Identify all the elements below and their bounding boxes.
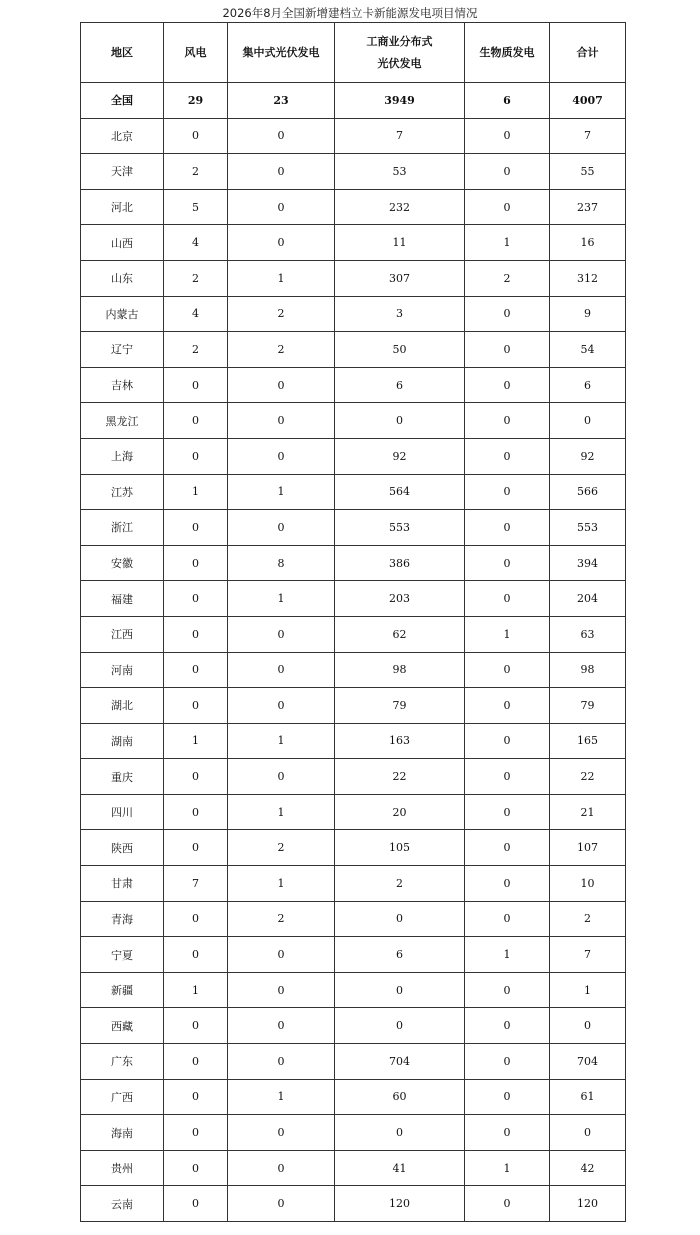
cell-distributed-pv: 0 bbox=[335, 901, 465, 937]
cell-total: 10 bbox=[550, 866, 626, 902]
table-row bbox=[81, 260, 626, 296]
cell-distributed-pv: 11 bbox=[335, 225, 465, 261]
cell-total: 566 bbox=[550, 474, 626, 510]
table-row bbox=[81, 1115, 626, 1151]
cell-total: 22 bbox=[550, 759, 626, 795]
cell-biomass: 0 bbox=[465, 367, 550, 403]
table-row bbox=[81, 1150, 626, 1186]
cell-biomass: 0 bbox=[465, 189, 550, 225]
cell-biomass: 0 bbox=[465, 1186, 550, 1222]
cell-biomass: 0 bbox=[465, 688, 550, 724]
cell-region: 山西 bbox=[81, 225, 164, 261]
cell-wind: 0 bbox=[164, 1150, 228, 1186]
table-row bbox=[81, 154, 626, 190]
cell-wind: 0 bbox=[164, 794, 228, 830]
table-row-national bbox=[81, 83, 626, 119]
cell-centralized-pv: 0 bbox=[228, 118, 335, 154]
cell-centralized-pv: 2 bbox=[228, 830, 335, 866]
cell-distributed-pv: 120 bbox=[335, 1186, 465, 1222]
cell-total: 1 bbox=[550, 972, 626, 1008]
table-row bbox=[81, 581, 626, 617]
page-title: 2026年8月全国新增建档立卡新能源发电项目情况 bbox=[222, 6, 478, 20]
table-row bbox=[81, 830, 626, 866]
header-distributed-pv bbox=[335, 23, 465, 83]
cell-biomass: 0 bbox=[465, 438, 550, 474]
cell-wind: 0 bbox=[164, 759, 228, 795]
cell-total: 21 bbox=[550, 794, 626, 830]
table-row bbox=[81, 189, 626, 225]
cell-region: 天津 bbox=[81, 154, 164, 190]
cell-centralized-pv: 0 bbox=[228, 759, 335, 795]
cell-distributed-pv: 564 bbox=[335, 474, 465, 510]
cell-distributed-pv: 553 bbox=[335, 510, 465, 546]
cell-region: 重庆 bbox=[81, 759, 164, 795]
table-row bbox=[81, 866, 626, 902]
cell-region: 广东 bbox=[81, 1044, 164, 1080]
cell-biomass: 0 bbox=[465, 1044, 550, 1080]
cell-distributed-pv: 60 bbox=[335, 1079, 465, 1115]
cell-region: 安徽 bbox=[81, 545, 164, 581]
cell-distributed-pv: 41 bbox=[335, 1150, 465, 1186]
cell-centralized-pv: 0 bbox=[228, 1186, 335, 1222]
cell-total: 0 bbox=[550, 1008, 626, 1044]
cell-wind: 0 bbox=[164, 652, 228, 688]
cell-biomass: 0 bbox=[465, 652, 550, 688]
table-header-row bbox=[81, 23, 626, 83]
cell-wind: 29 bbox=[164, 83, 228, 119]
cell-total: 107 bbox=[550, 830, 626, 866]
cell-centralized-pv: 0 bbox=[228, 403, 335, 439]
cell-total: 237 bbox=[550, 189, 626, 225]
cell-wind: 0 bbox=[164, 403, 228, 439]
table-row bbox=[81, 1008, 626, 1044]
cell-region: 贵州 bbox=[81, 1150, 164, 1186]
cell-total: 120 bbox=[550, 1186, 626, 1222]
header-distributed-pv-line2: 光伏发电 bbox=[377, 56, 422, 70]
cell-centralized-pv: 1 bbox=[228, 474, 335, 510]
cell-distributed-pv: 62 bbox=[335, 616, 465, 652]
cell-distributed-pv: 98 bbox=[335, 652, 465, 688]
cell-centralized-pv: 0 bbox=[228, 189, 335, 225]
cell-distributed-pv: 307 bbox=[335, 260, 465, 296]
cell-wind: 4 bbox=[164, 225, 228, 261]
table-row bbox=[81, 510, 626, 546]
cell-total: 2 bbox=[550, 901, 626, 937]
cell-centralized-pv: 8 bbox=[228, 545, 335, 581]
cell-region: 海南 bbox=[81, 1115, 164, 1151]
cell-wind: 0 bbox=[164, 118, 228, 154]
cell-biomass: 0 bbox=[465, 296, 550, 332]
cell-distributed-pv: 704 bbox=[335, 1044, 465, 1080]
header-total: 合计 bbox=[550, 23, 626, 83]
cell-region: 河北 bbox=[81, 189, 164, 225]
cell-wind: 1 bbox=[164, 972, 228, 1008]
cell-distributed-pv: 203 bbox=[335, 581, 465, 617]
cell-region: 上海 bbox=[81, 438, 164, 474]
cell-total: 204 bbox=[550, 581, 626, 617]
table-row bbox=[81, 225, 626, 261]
cell-wind: 0 bbox=[164, 1008, 228, 1044]
cell-centralized-pv: 2 bbox=[228, 332, 335, 368]
cell-wind: 0 bbox=[164, 830, 228, 866]
cell-total: 92 bbox=[550, 438, 626, 474]
cell-biomass: 1 bbox=[465, 937, 550, 973]
header-distributed-pv-line1: 工商业分布式 bbox=[366, 34, 433, 48]
cell-distributed-pv: 2 bbox=[335, 866, 465, 902]
cell-wind: 7 bbox=[164, 866, 228, 902]
cell-wind: 0 bbox=[164, 1115, 228, 1151]
cell-biomass: 0 bbox=[465, 901, 550, 937]
cell-biomass: 0 bbox=[465, 154, 550, 190]
cell-wind: 1 bbox=[164, 723, 228, 759]
cell-biomass: 6 bbox=[465, 83, 550, 119]
cell-region: 陕西 bbox=[81, 830, 164, 866]
cell-distributed-pv: 3 bbox=[335, 296, 465, 332]
cell-biomass: 0 bbox=[465, 581, 550, 617]
cell-centralized-pv: 0 bbox=[228, 1115, 335, 1151]
cell-centralized-pv: 1 bbox=[228, 581, 335, 617]
cell-centralized-pv: 0 bbox=[228, 367, 335, 403]
cell-distributed-pv: 386 bbox=[335, 545, 465, 581]
cell-total: 79 bbox=[550, 688, 626, 724]
cell-region: 内蒙古 bbox=[81, 296, 164, 332]
cell-total: 312 bbox=[550, 260, 626, 296]
cell-wind: 0 bbox=[164, 545, 228, 581]
cell-centralized-pv: 0 bbox=[228, 652, 335, 688]
table-row bbox=[81, 901, 626, 937]
table-row bbox=[81, 937, 626, 973]
table-row bbox=[81, 759, 626, 795]
cell-region: 辽宁 bbox=[81, 332, 164, 368]
cell-wind: 0 bbox=[164, 438, 228, 474]
cell-biomass: 0 bbox=[465, 1079, 550, 1115]
header-centralized-pv: 集中式光伏发电 bbox=[228, 23, 335, 83]
cell-centralized-pv: 0 bbox=[228, 154, 335, 190]
cell-biomass: 0 bbox=[465, 545, 550, 581]
table-row bbox=[81, 1079, 626, 1115]
cell-total: 6 bbox=[550, 367, 626, 403]
cell-biomass: 0 bbox=[465, 1008, 550, 1044]
cell-region: 广西 bbox=[81, 1079, 164, 1115]
table-row bbox=[81, 367, 626, 403]
new-energy-projects-table bbox=[80, 22, 626, 1222]
cell-total: 165 bbox=[550, 723, 626, 759]
cell-centralized-pv: 2 bbox=[228, 296, 335, 332]
cell-biomass: 0 bbox=[465, 403, 550, 439]
cell-biomass: 0 bbox=[465, 118, 550, 154]
header-region: 地区 bbox=[81, 23, 164, 83]
cell-biomass: 0 bbox=[465, 723, 550, 759]
table-row bbox=[81, 1044, 626, 1080]
cell-total: 98 bbox=[550, 652, 626, 688]
cell-region: 江苏 bbox=[81, 474, 164, 510]
header-biomass: 生物质发电 bbox=[465, 23, 550, 83]
cell-distributed-pv: 6 bbox=[335, 937, 465, 973]
cell-distributed-pv: 50 bbox=[335, 332, 465, 368]
cell-distributed-pv: 0 bbox=[335, 972, 465, 1008]
cell-distributed-pv: 7 bbox=[335, 118, 465, 154]
cell-total: 7 bbox=[550, 937, 626, 973]
cell-centralized-pv: 0 bbox=[228, 225, 335, 261]
cell-total: 61 bbox=[550, 1079, 626, 1115]
cell-region: 云南 bbox=[81, 1186, 164, 1222]
cell-region: 河南 bbox=[81, 652, 164, 688]
cell-wind: 0 bbox=[164, 1186, 228, 1222]
cell-wind: 0 bbox=[164, 616, 228, 652]
cell-distributed-pv: 6 bbox=[335, 367, 465, 403]
cell-total: 704 bbox=[550, 1044, 626, 1080]
table-body bbox=[81, 83, 626, 1222]
cell-total: 0 bbox=[550, 1115, 626, 1151]
cell-region: 福建 bbox=[81, 581, 164, 617]
cell-biomass: 0 bbox=[465, 830, 550, 866]
cell-biomass: 0 bbox=[465, 972, 550, 1008]
cell-region: 山东 bbox=[81, 260, 164, 296]
cell-total: 9 bbox=[550, 296, 626, 332]
cell-total: 0 bbox=[550, 403, 626, 439]
cell-wind: 0 bbox=[164, 901, 228, 937]
cell-distributed-pv: 232 bbox=[335, 189, 465, 225]
table-row bbox=[81, 723, 626, 759]
table-row bbox=[81, 616, 626, 652]
cell-distributed-pv: 20 bbox=[335, 794, 465, 830]
cell-region: 全国 bbox=[81, 83, 164, 119]
cell-region: 宁夏 bbox=[81, 937, 164, 973]
cell-wind: 0 bbox=[164, 937, 228, 973]
cell-region: 青海 bbox=[81, 901, 164, 937]
cell-biomass: 2 bbox=[465, 260, 550, 296]
cell-biomass: 1 bbox=[465, 1150, 550, 1186]
cell-total: 54 bbox=[550, 332, 626, 368]
cell-centralized-pv: 1 bbox=[228, 866, 335, 902]
cell-centralized-pv: 0 bbox=[228, 438, 335, 474]
cell-centralized-pv: 0 bbox=[228, 937, 335, 973]
cell-region: 吉林 bbox=[81, 367, 164, 403]
cell-region: 四川 bbox=[81, 794, 164, 830]
cell-distributed-pv: 105 bbox=[335, 830, 465, 866]
cell-centralized-pv: 0 bbox=[228, 1150, 335, 1186]
cell-biomass: 0 bbox=[465, 866, 550, 902]
cell-wind: 1 bbox=[164, 474, 228, 510]
table-row bbox=[81, 118, 626, 154]
table-row bbox=[81, 296, 626, 332]
cell-biomass: 0 bbox=[465, 1115, 550, 1151]
cell-wind: 0 bbox=[164, 1044, 228, 1080]
cell-total: 7 bbox=[550, 118, 626, 154]
cell-distributed-pv: 163 bbox=[335, 723, 465, 759]
cell-distributed-pv: 0 bbox=[335, 1008, 465, 1044]
cell-total: 394 bbox=[550, 545, 626, 581]
cell-total: 55 bbox=[550, 154, 626, 190]
cell-wind: 2 bbox=[164, 332, 228, 368]
table-row bbox=[81, 972, 626, 1008]
cell-centralized-pv: 1 bbox=[228, 1079, 335, 1115]
cell-centralized-pv: 0 bbox=[228, 972, 335, 1008]
cell-wind: 0 bbox=[164, 510, 228, 546]
cell-total: 42 bbox=[550, 1150, 626, 1186]
cell-centralized-pv: 0 bbox=[228, 1008, 335, 1044]
cell-biomass: 0 bbox=[465, 510, 550, 546]
table-row bbox=[81, 688, 626, 724]
cell-region: 江西 bbox=[81, 616, 164, 652]
cell-region: 黑龙江 bbox=[81, 403, 164, 439]
cell-total: 4007 bbox=[550, 83, 626, 119]
cell-wind: 2 bbox=[164, 154, 228, 190]
cell-wind: 0 bbox=[164, 688, 228, 724]
cell-biomass: 1 bbox=[465, 616, 550, 652]
cell-region: 新疆 bbox=[81, 972, 164, 1008]
table-row bbox=[81, 438, 626, 474]
cell-distributed-pv: 92 bbox=[335, 438, 465, 474]
cell-total: 63 bbox=[550, 616, 626, 652]
header-wind: 风电 bbox=[164, 23, 228, 83]
cell-region: 湖北 bbox=[81, 688, 164, 724]
table-row bbox=[81, 652, 626, 688]
cell-wind: 0 bbox=[164, 581, 228, 617]
cell-centralized-pv: 0 bbox=[228, 688, 335, 724]
cell-centralized-pv: 23 bbox=[228, 83, 335, 119]
cell-biomass: 1 bbox=[465, 225, 550, 261]
table-row bbox=[81, 1186, 626, 1222]
cell-centralized-pv: 1 bbox=[228, 794, 335, 830]
cell-biomass: 0 bbox=[465, 759, 550, 795]
cell-region: 浙江 bbox=[81, 510, 164, 546]
cell-centralized-pv: 0 bbox=[228, 616, 335, 652]
cell-biomass: 0 bbox=[465, 332, 550, 368]
cell-centralized-pv: 0 bbox=[228, 510, 335, 546]
cell-region: 湖南 bbox=[81, 723, 164, 759]
cell-biomass: 0 bbox=[465, 794, 550, 830]
cell-distributed-pv: 79 bbox=[335, 688, 465, 724]
cell-region: 甘肃 bbox=[81, 866, 164, 902]
cell-wind: 2 bbox=[164, 260, 228, 296]
cell-centralized-pv: 1 bbox=[228, 260, 335, 296]
cell-region: 北京 bbox=[81, 118, 164, 154]
cell-distributed-pv: 53 bbox=[335, 154, 465, 190]
cell-biomass: 0 bbox=[465, 474, 550, 510]
cell-centralized-pv: 2 bbox=[228, 901, 335, 937]
cell-total: 553 bbox=[550, 510, 626, 546]
cell-distributed-pv: 3949 bbox=[335, 83, 465, 119]
cell-region: 西藏 bbox=[81, 1008, 164, 1044]
cell-centralized-pv: 1 bbox=[228, 723, 335, 759]
cell-total: 16 bbox=[550, 225, 626, 261]
table-row bbox=[81, 474, 626, 510]
table-row bbox=[81, 794, 626, 830]
cell-distributed-pv: 22 bbox=[335, 759, 465, 795]
cell-wind: 5 bbox=[164, 189, 228, 225]
table-row bbox=[81, 332, 626, 368]
cell-wind: 4 bbox=[164, 296, 228, 332]
cell-centralized-pv: 0 bbox=[228, 1044, 335, 1080]
cell-distributed-pv: 0 bbox=[335, 403, 465, 439]
cell-distributed-pv: 0 bbox=[335, 1115, 465, 1151]
table-row bbox=[81, 403, 626, 439]
cell-wind: 0 bbox=[164, 1079, 228, 1115]
table-row bbox=[81, 545, 626, 581]
cell-wind: 0 bbox=[164, 367, 228, 403]
